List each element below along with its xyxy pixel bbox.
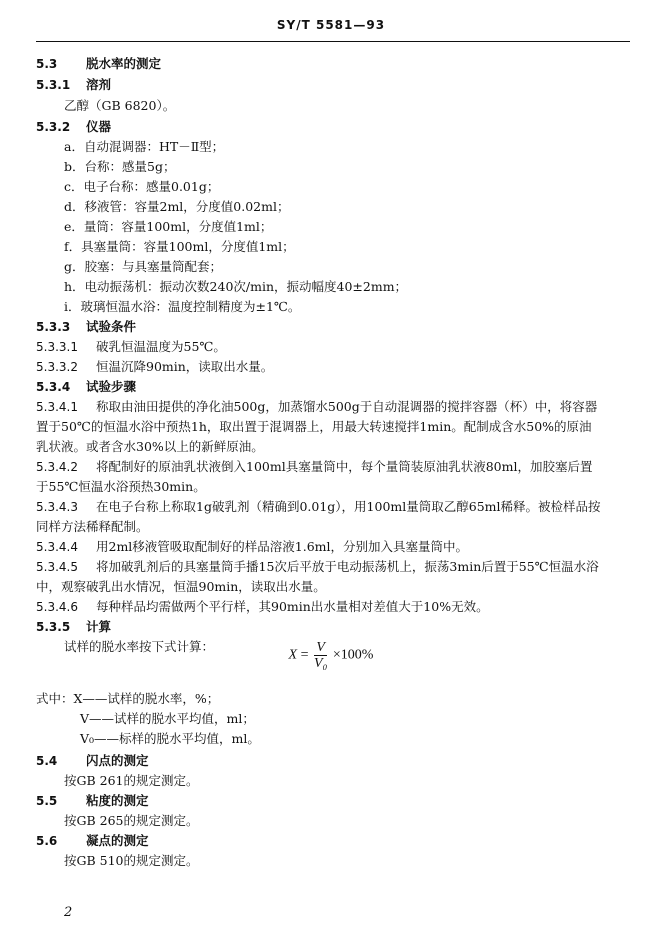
body-text: c．电子台称：感量0.01g；: [64, 179, 220, 194]
text-line: [36, 792, 149, 810]
section-number: 5.3.4.3: [36, 500, 78, 514]
body-text: 中，观察破乳出水情况，恒温90min，读取出水量。: [36, 579, 326, 594]
body-text: 试样的脱水率按下式计算：: [64, 639, 215, 654]
section-number: 5.3.4.6: [36, 600, 78, 614]
body-text: 恒温沉降90min，读取出水量。: [96, 359, 274, 374]
section-heading: 计算: [86, 619, 112, 634]
formula-numerator: V: [316, 640, 325, 655]
text-line: [36, 832, 149, 850]
text-line: [64, 772, 199, 790]
formula-fraction: [314, 640, 327, 671]
section-number: 5.3.1: [36, 78, 71, 92]
text-line: [36, 478, 206, 496]
text-line: [36, 418, 592, 436]
body-text: 按GB 261的规定测定。: [64, 773, 199, 788]
section-heading: 脱水率的测定: [86, 56, 162, 71]
formula-rhs: ×100%: [332, 647, 374, 663]
section-heading: 粘度的测定: [86, 793, 149, 808]
formula-definition: 式中：X——试样的脱水率，%；: [36, 691, 220, 706]
text-line: [64, 238, 295, 256]
body-text: 置于50℃的恒温水浴中预热1h，取出置于混调器上，用最大转速搅拌1min。配制成含水50%的原油: [36, 419, 592, 434]
page-number: 2: [64, 905, 73, 920]
body-text: f．具塞量筒：容量100ml，分度值1ml；: [64, 239, 295, 254]
section-heading: 试验步骤: [86, 379, 137, 394]
body-text: 乙醇（GB 6820）。: [64, 98, 176, 113]
text-line: [36, 618, 111, 636]
text-line: [36, 118, 111, 136]
text-line: [64, 812, 199, 830]
text-line: [36, 358, 273, 376]
text-line: [36, 558, 599, 576]
section-number: 5.3.4.1: [36, 400, 78, 414]
text-line: [64, 258, 222, 276]
text-line: [64, 158, 175, 176]
text-line: [64, 97, 175, 115]
body-text: 将配制好的原油乳状液倒入100ml具塞量筒中，每个量筒装原油乳状液80ml，加胶塞后置: [96, 459, 593, 474]
text-line: [64, 278, 407, 296]
body-text: 每种样品均需做两个平行样，其90min出水量相对差值大于10%无效。: [96, 599, 489, 614]
section-number: 5.5: [36, 794, 58, 808]
body-text: 于55℃恒温水浴预热30min。: [36, 479, 206, 494]
formula-definition: V₀——标样的脱水平均值，ml。: [80, 731, 260, 746]
text-line: [64, 138, 224, 156]
section-number: 5.3.3.2: [36, 360, 78, 374]
text-line: [36, 378, 136, 396]
section-number: 5.3.4.5: [36, 560, 78, 574]
text-line: [64, 218, 272, 236]
section-heading: 溶剂: [86, 77, 112, 92]
section-number: 5.6: [36, 834, 58, 848]
section-number: 5.4: [36, 754, 58, 768]
section-number: 5.3.4.2: [36, 460, 78, 474]
formula-definition: V——试样的脱水平均值，ml；: [80, 711, 255, 726]
body-text: h．电动振荡机：振动次数240次/min，振动幅度40±2mm；: [64, 279, 408, 294]
section-number: 5.3.4.4: [36, 540, 78, 554]
body-text: 按GB 510的规定测定。: [64, 853, 199, 868]
text-line: [64, 852, 199, 870]
text-line: [36, 752, 149, 770]
body-text: g．胶塞：与具塞量筒配套；: [64, 259, 223, 274]
body-text: a．自动混调器：HT－Ⅱ型；: [64, 139, 225, 154]
section-number: 5.3.4: [36, 380, 71, 394]
section-number: 5.3.3: [36, 320, 71, 334]
section-number: 5.3.5: [36, 620, 71, 634]
text-line: [36, 55, 161, 73]
text-line: [36, 458, 592, 476]
section-number: 5.3: [36, 57, 58, 71]
body-text: 乳状液。或者含水30%以上的新鲜原油。: [36, 439, 264, 454]
body-text: d．移液管：容量2ml，分度值0.02ml；: [64, 199, 290, 214]
body-text: e．量筒：容量100ml，分度值1ml；: [64, 219, 273, 234]
text-line: [36, 598, 489, 616]
text-line: [36, 498, 601, 516]
document-header: SY/T 5581—93: [276, 18, 386, 32]
section-heading: 仪器: [86, 119, 112, 134]
formula-lhs: X: [288, 647, 298, 663]
body-text: 用2ml移液管吸取配制好的样品溶液1.6ml，分别加入具塞量筒中。: [96, 539, 469, 554]
text-line: [36, 338, 226, 356]
body-text: 将加破乳剂后的具塞量筒手播15次后平放于电动振荡机上，振荡3min后置于55℃恒温水浴: [96, 559, 599, 574]
formula: X = $\frac{V}{\text{V₀}}$ ×100%: [288, 640, 374, 671]
section-heading: 凝点的测定: [86, 833, 149, 848]
text-line: [36, 518, 149, 536]
formula-denominator: V₀: [313, 656, 328, 671]
text-line: [36, 398, 597, 416]
text-line: [36, 318, 136, 336]
section-heading: 试验条件: [86, 319, 137, 334]
text-line: [36, 76, 111, 94]
body-text: 破乳恒温温度为55℃。: [96, 339, 226, 354]
text-line: [36, 438, 264, 456]
body-text: 在电子台称上称取1g破乳剂（精确到0.01g），用100ml量筒取乙醇65ml稀释。被检样品按: [96, 499, 601, 514]
text-line: [36, 578, 326, 596]
text-line: [64, 178, 219, 196]
text-line: [36, 538, 468, 556]
body-text: 同样方法稀释配制。: [36, 519, 149, 534]
body-text: i．玻璃恒温水浴：温度控制精度为±1℃。: [64, 299, 301, 314]
header-rule: [36, 41, 630, 42]
section-heading: 闪点的测定: [86, 753, 149, 768]
body-text: 称取由油田提供的净化油500g，加蒸馏水500g于自动混调器的搅拌容器（杯）中，将容器: [96, 399, 598, 414]
body-text: b．台称：感量5g；: [64, 159, 176, 174]
body-text: 按GB 265的规定测定。: [64, 813, 199, 828]
section-number: 5.3.3.1: [36, 340, 78, 354]
section-number: 5.3.2: [36, 120, 71, 134]
text-line: [64, 198, 290, 216]
text-line: [64, 298, 300, 316]
